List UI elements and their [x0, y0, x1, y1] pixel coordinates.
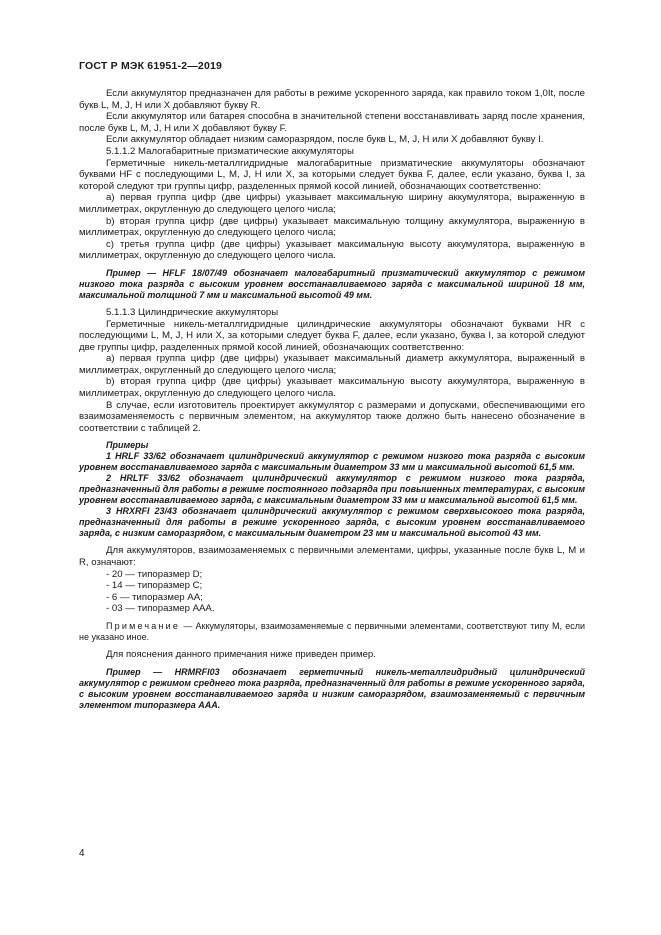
- list-item: а) первая группа цифр (две цифры) указывает максимальный диаметр аккумулятора, выраженный в миллиметрах, округленный до следующего целого числа;: [79, 353, 585, 376]
- list-item: - 14 — типоразмер С;: [106, 580, 203, 592]
- example: 3 HRXRFI 23/43 обозначает цилиндрический аккумулятор с режимом сверхвысокого тока разряда, предназначенный для работы в режиме ускоренного заряда, с высоким уровнем восстанавливаемого заряда, с низким саморазрядом, с максимальным диаметром 23 мм и максимальной высотой 43 мм.: [79, 506, 585, 539]
- list-item: - 03 — типоразмер ААА.: [106, 603, 215, 615]
- list-item: b) вторая группа цифр (две цифры) указывает максимальную высоту аккумулятора, выраженную в миллиметрах, округленную до следующего целого числа.: [79, 376, 585, 400]
- paragraph: Если аккумулятор предназначен для работы в режиме ускоренного заряда, как правило током 1,0It, после букв L, M, J, H или X добавляют букву R.: [79, 88, 585, 111]
- list-item: с) третья группа цифр (две цифры) указывает максимальную высоту аккумулятора, выраженную в миллиметрах, округленную до следующего целого числа.: [79, 238, 585, 262]
- paragraph: Если аккумулятор или батарея способна в значительной степени восстанавливать заряд после хранения, после букв L, M, J, H или X добавляют букву F.: [79, 111, 585, 134]
- paragraph: Если аккумулятор обладает низким саморазрядом, после букв L, M, J, H или X добавляют букву I.: [106, 134, 544, 146]
- example: Пример — HRMRFI03 обозначает герметичный никель-металлгидридный цилиндрический аккумулятор с режимом среднего тока разряда, предназначенный для работы в режиме ускоренного заряда, с высоким уровнем восстанавливаемого заряда и низким саморазрядом, взаимозаменяемый с первичным элементом типоразмера ААА.: [79, 666, 585, 710]
- list-item: - 6 — типоразмер АА;: [106, 591, 203, 603]
- example: 1 HRLF 33/62 обозначает цилиндрический аккумулятор с режимом низкого тока разряда с высоким уровнем восстанавливаемого заряда с максимальным диаметром 33 мм и максимальной высотой 61,5 мм.: [79, 451, 585, 473]
- paragraph: Герметичные никель-металлгидридные цилиндрические аккумуляторы обозначают буквами HR с последующими L, M, J, H или X, за которыми следует буква F, далее, если указано, буква I, за которой следуют две группы цифр, разделенных прямой косой линией, обозначающих соответственно:: [79, 318, 585, 353]
- examples-heading: Примеры: [106, 440, 149, 451]
- list-item: - 20 — типоразмер D;: [106, 568, 203, 580]
- example: 2 HRLTF 33/62 обозначает цилиндрический аккумулятор с режимом низкого тока разряда, предназначенный для работы в режиме постоянного подзаряда при повышенных температурах, с высоким уровнем восстанавливаемого заряда, с максимальным диаметром 33 мм и максимальной высотой 61,5 мм.: [79, 473, 585, 506]
- list-item: b) вторая группа цифр (две цифры) указывает максимальную толщину аккумулятора, выраженную в миллиметрах, округленную до следующего целого числа;: [79, 215, 585, 239]
- paragraph: Для аккумуляторов, взаимозаменяемых с первичными элементами, цифры, указанные после букв L, M и R, означают:: [79, 545, 585, 569]
- note-label: Примечание: [106, 621, 181, 631]
- note-text: — Аккумуляторы, взаимозаменяемые с первичными элементами, соответствуют типу M, если не указано иное.: [79, 621, 585, 642]
- document-body: [79, 88, 585, 711]
- document-header: ГОСТ Р МЭК 61951-2—2019: [79, 60, 223, 72]
- paragraph: Герметичные никель-металлгидридные малогабаритные призматические аккумуляторы обозначают буквами HF с последующими L, M, J, H или X, за которыми следует буква F, далее, если указано, буква I, за которой следуют три группы цифр, разделенных прямой косой линией, обозначающих соответственно:: [79, 157, 585, 192]
- section-heading: 5.1.1.3 Цилиндрические аккумуляторы: [106, 306, 279, 318]
- page-number: 4: [79, 848, 85, 859]
- list-item: а) первая группа цифр (две цифры) указывает максимальную ширину аккумулятора, выраженную в миллиметрах, округленную до следующего целого числа;: [79, 192, 585, 215]
- paragraph: Для пояснения данного примечания ниже приведен пример.: [106, 649, 376, 660]
- example: Пример — HFLF 18/07/49 обозначает малогабаритный призматический аккумулятор с режимом низкого тока разряда с высоким уровнем восстанавливаемого заряда с максимальной шириной 18 мм, максимальной толщиной 7 мм и максимальной высотой 49 мм.: [79, 267, 585, 300]
- note: [79, 621, 585, 643]
- paragraph: В случае, если изготовитель проектирует аккумулятор с размерами и допусками, обеспечивающими его взаимозаменяемость с первичным элементом, на аккумулятор также должно быть нанесено обозначение в соответствии с таблицей 2.: [79, 399, 585, 434]
- section-heading: 5.1.1.2 Малогабаритные призматические аккумуляторы: [106, 145, 354, 157]
